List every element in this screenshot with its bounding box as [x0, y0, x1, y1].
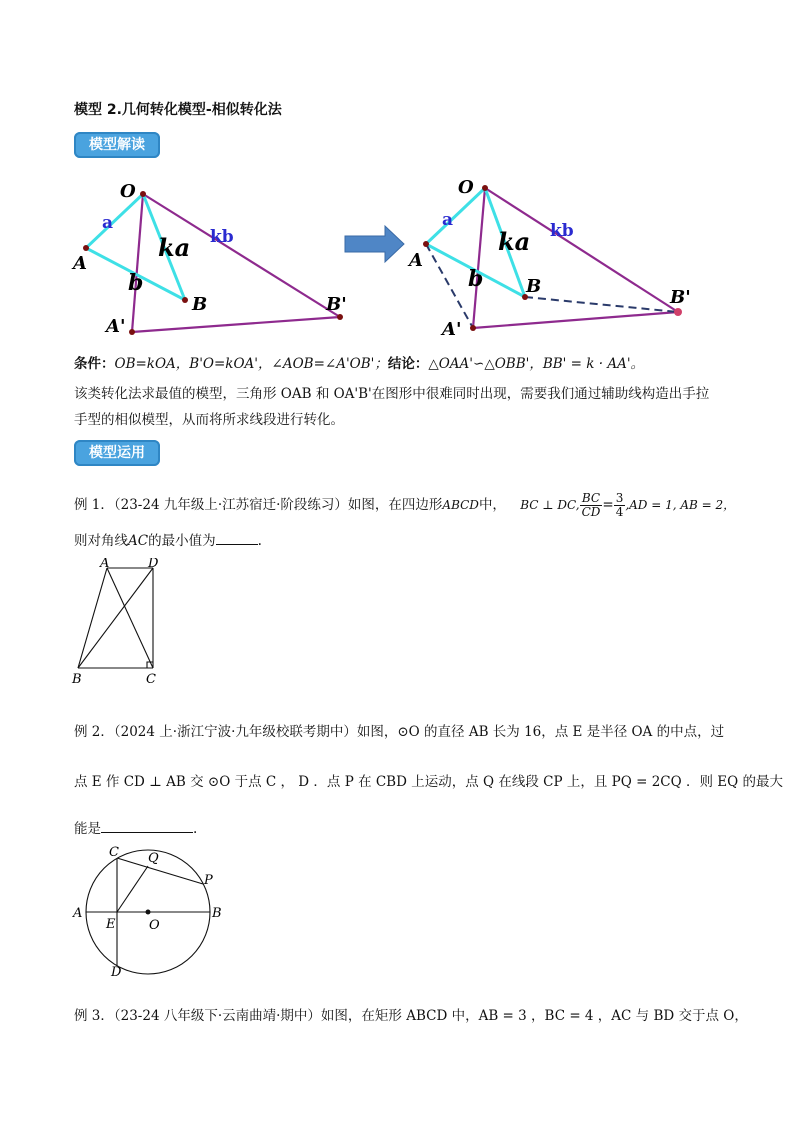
label-B-right: B: [526, 276, 542, 297]
ex2-label-P: P: [204, 873, 213, 888]
condition-line: [74, 354, 644, 374]
ex1-label-D: D: [148, 558, 159, 571]
label-b: b: [128, 270, 144, 296]
ex1-label-B: B: [72, 672, 82, 687]
label-ka-right: ka: [498, 227, 531, 256]
label-A-right: A: [409, 250, 423, 271]
label-kb: kb: [210, 227, 234, 247]
ex1-label-C: C: [146, 672, 156, 687]
condition-label: 条件：: [74, 356, 115, 372]
label-O: O: [120, 181, 136, 202]
label-B-prime-right: B': [670, 287, 691, 308]
ex1-prefix: 例 1．（23-24 九年级上·江苏宿迁·阶段练习）如图，在四边形: [74, 497, 443, 513]
ex1-line2-var: AC: [128, 533, 149, 549]
model-figure-right: [407, 177, 691, 340]
example-2-figure: [70, 840, 230, 980]
ex2-answer-blank[interactable]: [101, 818, 193, 833]
example-2-line-2: 点 E 作 CD ⊥ AB 交 ⊙O 于点 C ， D ．点 P 在 CBD 上运动，点 Q 在线段 CP 上，且 PQ = 2CQ ．则 EQ 的最大: [74, 774, 783, 790]
example-1-line-1: [74, 492, 735, 519]
conclusion-text: △OAA'∽△OBB'，BB' = k · AA'。: [428, 356, 645, 372]
label-A-prime-right: A': [442, 319, 462, 340]
label-a-right: a: [442, 210, 454, 230]
ex2-label-A: A: [73, 906, 83, 921]
label-a: a: [102, 213, 114, 233]
ex1-line2-end: .: [257, 533, 262, 549]
label-B-prime: B': [326, 294, 347, 315]
ex1-fraction-3-4: $\frac{3}{4}$: [615, 491, 624, 519]
ex1-cond-b: ,AD = 1, AB = 2，: [625, 498, 736, 512]
example-3-line-1: 例 3．（23-24 八年级下·云南曲靖·期中）如图，在矩形 ABCD 中，AB = 3 ，BC = 4 ，AC 与 BD 交于点 O，: [74, 1008, 748, 1024]
badge-model-apply: 模型运用: [74, 440, 160, 466]
section-title: 模型 2.几何转化模型-相似转化法: [74, 102, 282, 118]
example-1-figure: [70, 558, 170, 688]
ex2-label-B: B: [212, 906, 222, 921]
ex2-label-E: E: [106, 917, 116, 932]
label-A-prime: A': [106, 316, 126, 337]
transform-arrow-icon: [345, 226, 404, 262]
ex1-mid: 中，: [478, 497, 506, 513]
example-2-line-1: 例 2．（2024 上·浙江宁波·九年级校联考期中）如图，⊙O 的直径 AB 长为 16，点 E 是半径 OA 的中点，过: [74, 724, 725, 740]
ex1-fraction-bc-cd: $\frac{BC}{CD}$: [581, 491, 601, 519]
condition-text: OB=kOA，B'O=kOA'，∠AOB=∠A'OB'；: [114, 356, 388, 372]
ex1-line2-a: 则对角线: [74, 533, 128, 549]
ex1-label-A: A: [100, 558, 110, 571]
ex1-eq: =: [602, 497, 614, 513]
example-2-line-3: [74, 818, 197, 839]
ex2-line3-end: .: [193, 821, 198, 837]
label-ka: ka: [158, 233, 191, 262]
example-1-line-2: [74, 530, 262, 551]
ex1-line2-b: 的最小值为: [148, 533, 216, 549]
label-b-right: b: [468, 266, 484, 292]
ex1-answer-blank[interactable]: [216, 530, 258, 545]
label-kb-right: kb: [550, 221, 574, 241]
ex2-line3-a: 能是: [74, 821, 101, 837]
badge-model-reading: 模型解读: [74, 132, 160, 158]
label-B: B: [192, 294, 208, 315]
ex2-label-Q: Q: [148, 851, 159, 866]
model-figure-left: [71, 181, 347, 337]
ex1-cond-a: BC ⊥ DC,: [520, 498, 580, 512]
description-line-1: 该类转化法求最值的模型，三角形 OAB 和 OA'B'在图形中很难同时出现，需要我们通过辅助线构造出手拉: [74, 386, 710, 402]
ex2-label-C: C: [109, 845, 119, 860]
model-figure: [70, 170, 710, 350]
ex2-label-O: O: [149, 918, 160, 933]
conclusion-label: 结论：: [387, 356, 429, 372]
label-A: A: [73, 253, 87, 274]
description-line-2: 手型的相似模型，从而将所求线段进行转化。: [74, 412, 344, 428]
label-O-right: O: [458, 177, 474, 198]
ex2-label-D: D: [111, 965, 122, 980]
ex1-quad: ABCD: [442, 498, 479, 512]
